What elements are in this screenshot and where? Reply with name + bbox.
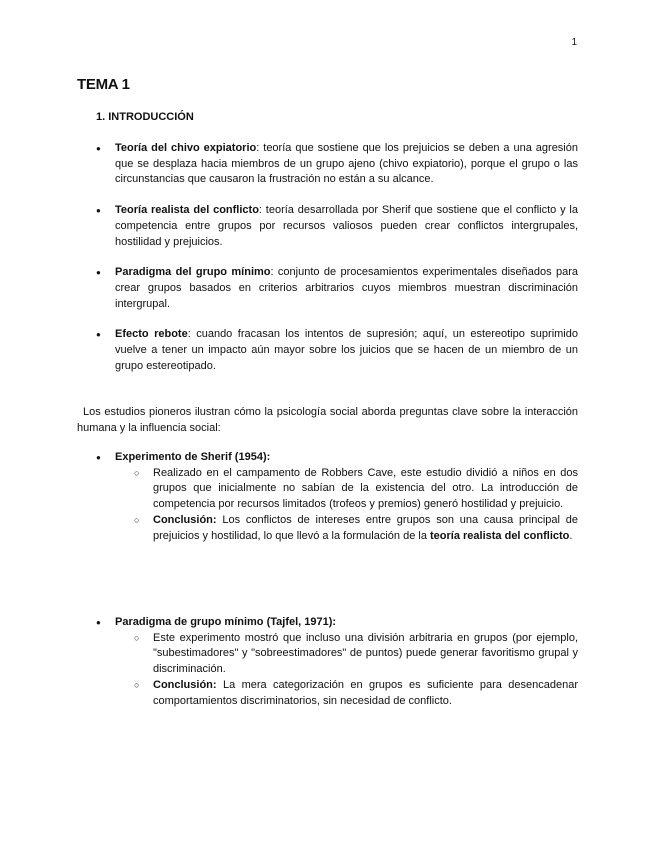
experiment-conclusion (134, 678, 578, 709)
concept-text: : cuando fracasan los intentos de supresión; aquí, un estereotipo suprimido vuelve a tener un impacto aún mayor sobre los juicios que se hacen de un miembro de un grupo estereotipado. (115, 328, 578, 372)
description-text: Realizado en el campamento de Robbers Cave, este estudio dividió a niños en dos grupos que inicialmente no sabían de la existencia del otro. La introducción de competencia por recursos limitados (trofeos y premios) generó hostilidad y prejuicio. (153, 466, 578, 511)
conclusion-text: Los conflictos de intereses entre grupos son una causa principal de prejuicios y hostilidad, lo que llevó a la formulación de la (153, 513, 578, 542)
experiment-item (96, 450, 578, 544)
experiment-conclusion (134, 513, 578, 544)
section-heading: 1. INTRODUCCIÓN (96, 111, 194, 123)
experiment-list (96, 615, 578, 709)
experiment-title: Experimento de Sherif (1954): (115, 451, 271, 463)
experiment-details (115, 631, 578, 710)
conclusion-bold: teoría realista del conflicto (430, 529, 570, 542)
experiment-details (115, 466, 578, 545)
concept-term: Paradigma del grupo mínimo (115, 266, 271, 279)
concept-text: : conjunto de procesamientos experimentales diseñados para crear grupos basados en criterios arbitrarios cuyos miembros muestran discriminación intergrupal. (115, 266, 578, 310)
experiment-description (134, 631, 578, 678)
page-number: 1 (571, 37, 577, 48)
concept-text: : teoría desarrollada por Sherif que sostiene que el conflicto y la competencia entre grupos por recursos valiosos pueden crear conflictos intergrupales, hostilidad y prejuicios. (115, 204, 578, 248)
conclusion-end: . (569, 529, 573, 542)
concept-term: Teoría realista del conflicto (115, 204, 259, 217)
description-text: Este experimento mostró que incluso una división arbitraria en grupos (por ejemplo, "subestimadores" y "sobreestimadores" de puntos) puede generar favoritismo grupal y discriminación. (153, 631, 578, 676)
experiment-description (134, 466, 578, 513)
concept-item (96, 203, 578, 250)
conclusion-text: La mera categorización en grupos es suficiente para desencadenar comportamientos discriminatorios, sin necesidad de conflicto. (153, 678, 578, 707)
concept-item (96, 327, 578, 374)
page-title: TEMA 1 (77, 76, 130, 93)
experiment-item (96, 615, 578, 709)
concept-term: Efecto rebote (115, 328, 188, 341)
conclusion-label: Conclusión: (153, 678, 217, 691)
concept-item (96, 265, 578, 312)
concept-text: : teoría que sostiene que los prejuicios se deben a una agresión que se desplaza hacia miembros de un grupo ajeno (chivo expiatorio), porque el grupo o las circunstancias que causaron la frustración no están a su alcance. (115, 142, 578, 186)
intro-paragraph: Los estudios pioneros ilustran cómo la psicología social aborda preguntas clave sobre la interacción humana y la influencia social: (77, 406, 578, 434)
concept-list (96, 141, 578, 374)
concept-item (96, 141, 578, 188)
experiment-list (96, 450, 578, 544)
conclusion-label: Conclusión: (153, 513, 217, 526)
experiment-title: Paradigma de grupo mínimo (Tajfel, 1971): (115, 616, 337, 628)
concept-term: Teoría del chivo expiatorio (115, 142, 257, 154)
